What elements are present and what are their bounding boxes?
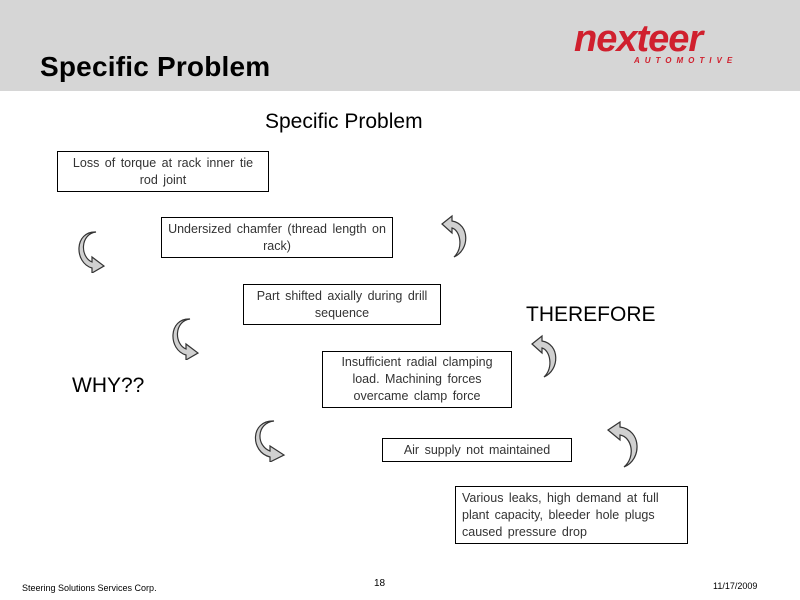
footer-page-number: 18 — [374, 578, 386, 589]
curved-arrow-left-icon — [528, 334, 564, 378]
footer-date: 11/17/2009 — [713, 581, 758, 591]
nexteer-logo — [570, 18, 770, 70]
content-title: Specific Problem — [265, 110, 423, 133]
curved-arrow-right-icon — [168, 316, 204, 360]
logo-subtitle: AUTOMOTIVE — [634, 56, 738, 65]
box-various-leaks: Various leaks, high demand at full plant capacity, bleeder hole plugs caused pressure drop — [455, 486, 688, 544]
curved-arrow-right-icon — [76, 229, 112, 273]
box-part-shifted: Part shifted axially during drill sequence — [243, 284, 441, 325]
box-undersized-chamfer: Undersized chamfer (thread length on rack) — [161, 217, 393, 258]
logo-wordmark: nexteer — [574, 18, 703, 60]
slide-title: Specific Problem — [40, 51, 271, 82]
curved-arrow-left-icon — [604, 420, 648, 468]
box-air-supply: Air supply not maintained — [382, 438, 572, 462]
footer-company: Steering Solutions Services Corp. — [22, 583, 157, 593]
curved-arrow-right-icon — [250, 418, 290, 462]
box-insufficient-clamping: Insufficient radial clamping load. Machining forces overcame clamp force — [322, 351, 512, 408]
box-loss-of-torque: Loss of torque at rack inner tie rod joint — [57, 151, 269, 192]
therefore-label: THEREFORE — [526, 303, 656, 326]
curved-arrow-left-icon — [436, 214, 472, 258]
why-label: WHY?? — [72, 374, 145, 397]
